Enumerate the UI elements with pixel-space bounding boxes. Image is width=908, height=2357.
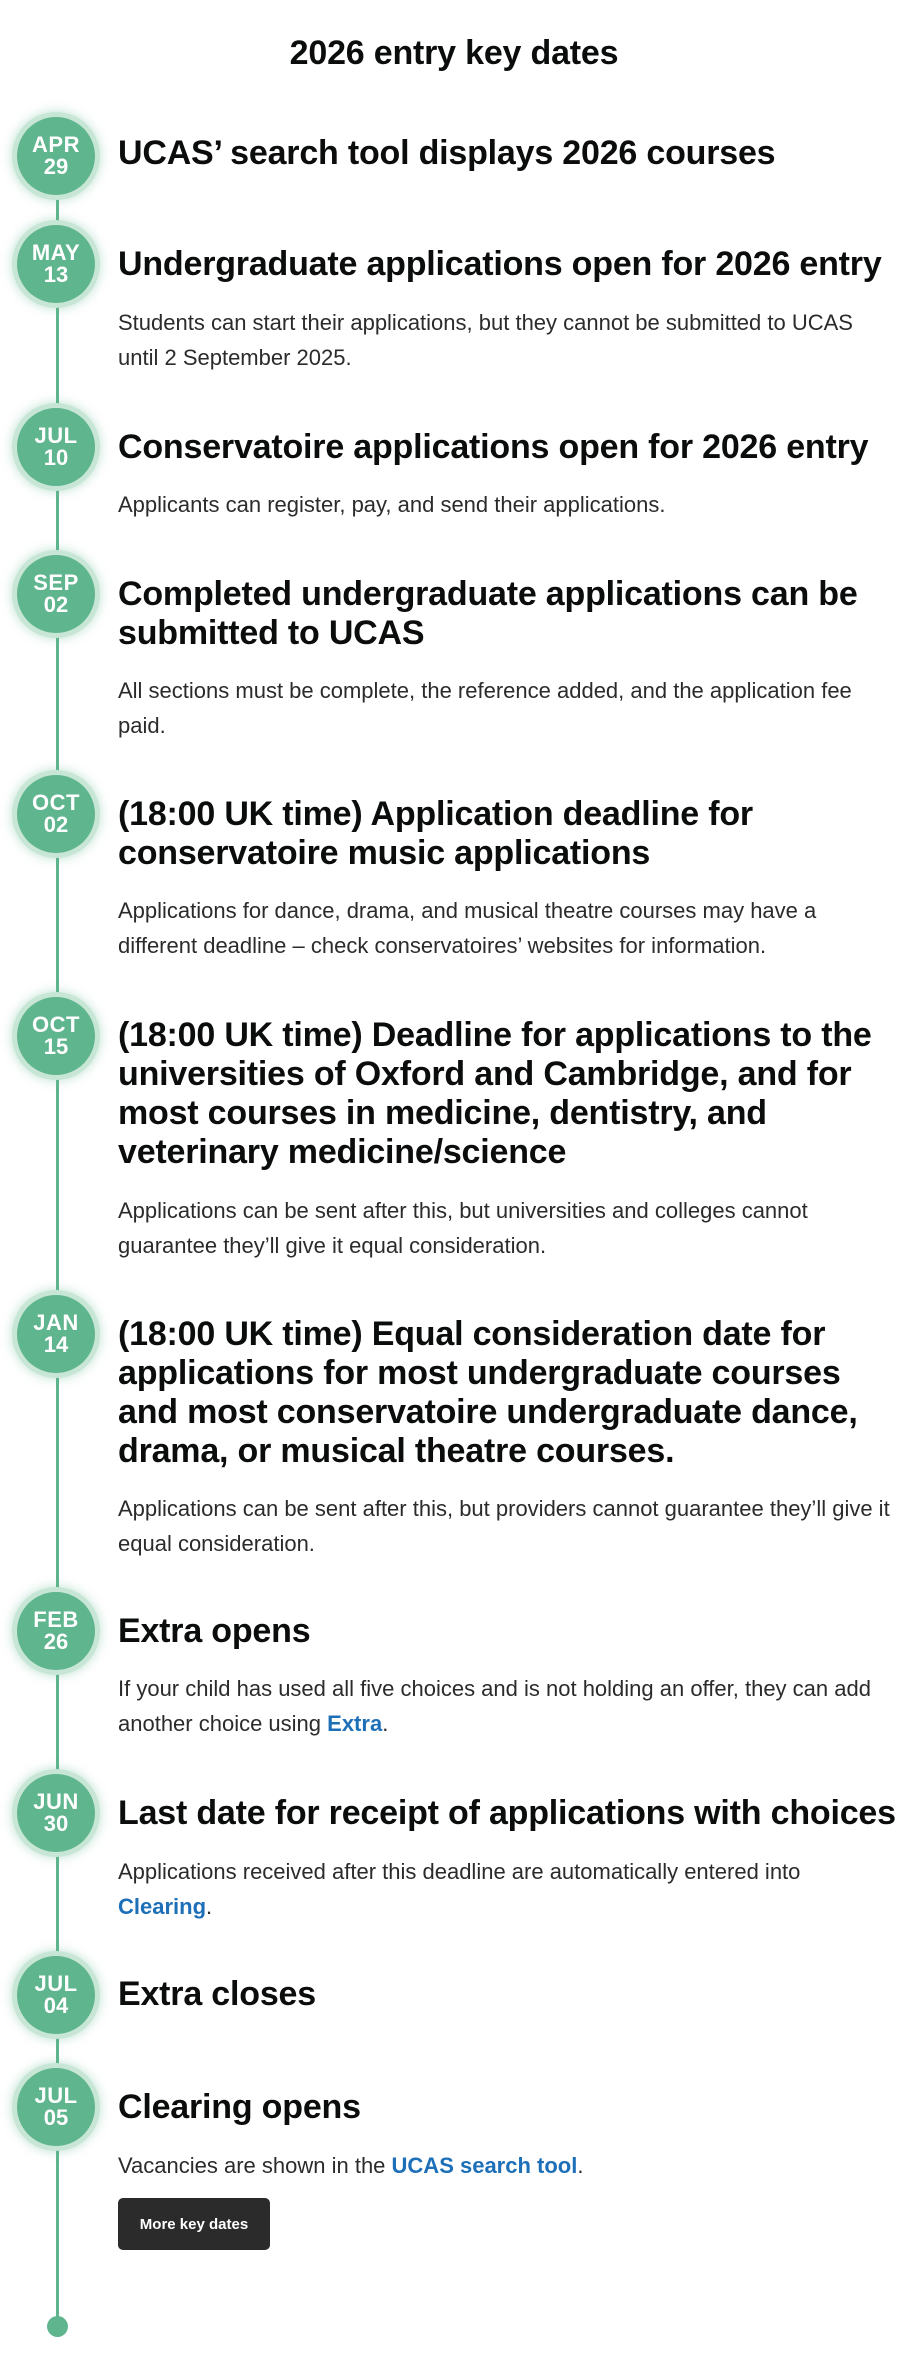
date-badge (17, 1956, 95, 2034)
event-description-text: Vacancies are shown in the (118, 2153, 392, 2178)
date-badge (17, 555, 95, 633)
event-description: Applications can be sent after this, but universities and colleges cannot guarantee they’ll give it equal consideration. (118, 1198, 808, 1258)
date-day: 05 (43, 2105, 69, 2130)
ucas-search-tool-link[interactable]: UCAS search tool (391, 2153, 578, 2178)
timeline-end-dot (47, 2316, 68, 2337)
event-title: (18:00 UK time) Deadline for applications to the universities of Oxford and Cambridge, and for most courses in medicine, dentistry, and veterinary medicine/science (118, 1016, 872, 1171)
event-description (118, 2148, 898, 2183)
event-description-text: Applications received after this deadline are automatically entered into (118, 1859, 801, 1884)
date-month: APR (32, 132, 80, 157)
date-badge (17, 1592, 95, 1670)
event-description (118, 1854, 898, 1924)
event-description-end: . (577, 2153, 584, 2178)
more-key-dates-button[interactable]: More key dates (118, 2198, 270, 2250)
event-title: (18:00 UK time) Equal consideration date for applications for most undergraduate courses and most conservatoire undergraduate dance, drama, or musical theatre courses. (118, 1315, 858, 1470)
date-day: 04 (43, 1993, 69, 2018)
event-title: Extra closes (118, 1975, 316, 2013)
event-title: Conservatoire applications open for 2026 entry (118, 428, 869, 466)
date-day: 15 (43, 1034, 69, 1059)
date-badge (17, 1295, 95, 1373)
date-month: OCT (32, 790, 80, 815)
date-badge (17, 225, 95, 303)
event-title: Extra opens (118, 1612, 311, 1650)
date-badge (17, 775, 95, 853)
event-description: Applicants can register, pay, and send their applications. (118, 492, 666, 517)
date-badge (17, 1774, 95, 1852)
event-description: Applications for dance, drama, and musical theatre courses may have a different deadline – check conservatoires’ websites for information. (118, 898, 817, 958)
date-day: 26 (43, 1629, 69, 1654)
date-day: 02 (43, 812, 69, 837)
event-description: All sections must be complete, the reference added, and the application fee paid. (118, 678, 852, 738)
date-month: JUL (34, 423, 78, 448)
event-title: UCAS’ search tool displays 2026 courses (118, 134, 776, 172)
date-badge (17, 408, 95, 486)
event-description: Applications can be sent after this, but providers cannot guarantee they’ll give it equal consideration. (118, 1496, 890, 1556)
date-month: SEP (33, 570, 79, 595)
date-badge (17, 117, 95, 195)
event-description (118, 1671, 898, 1741)
date-badge (17, 997, 95, 1075)
event-description: Students can start their applications, but they cannot be submitted to UCAS until 2 September 2025. (118, 310, 853, 370)
event-title: Clearing opens (118, 2088, 361, 2126)
date-month: OCT (32, 1012, 80, 1037)
date-badge (17, 2068, 95, 2146)
date-day: 14 (43, 1332, 69, 1357)
event-title: Last date for receipt of applications with choices (118, 1794, 896, 1832)
date-day: 29 (43, 154, 69, 179)
page-title: 2026 entry key dates (289, 33, 619, 72)
event-description-end: . (382, 1711, 389, 1736)
date-month: JUN (33, 1789, 79, 1814)
date-month: FEB (33, 1607, 79, 1632)
date-month: JAN (33, 1310, 79, 1335)
event-description-end: . (206, 1894, 213, 1919)
date-day: 30 (43, 1811, 69, 1836)
event-title: (18:00 UK time) Application deadline for conservatoire music applications (118, 795, 753, 872)
event-description-text: If your child has used all five choices and is not holding an offer, they can add another choice using (118, 1676, 871, 1736)
event-title: Undergraduate applications open for 2026 entry (118, 245, 882, 283)
date-day: 13 (43, 262, 69, 287)
date-month: MAY (31, 240, 81, 265)
event-title: Completed undergraduate applications can be submitted to UCAS (118, 575, 858, 652)
clearing-link[interactable]: Clearing (118, 1894, 207, 1919)
date-day: 10 (43, 445, 69, 470)
date-month: JUL (34, 1971, 78, 1996)
extra-link[interactable]: Extra (327, 1711, 383, 1736)
date-month: JUL (34, 2083, 78, 2108)
date-day: 02 (43, 592, 69, 617)
